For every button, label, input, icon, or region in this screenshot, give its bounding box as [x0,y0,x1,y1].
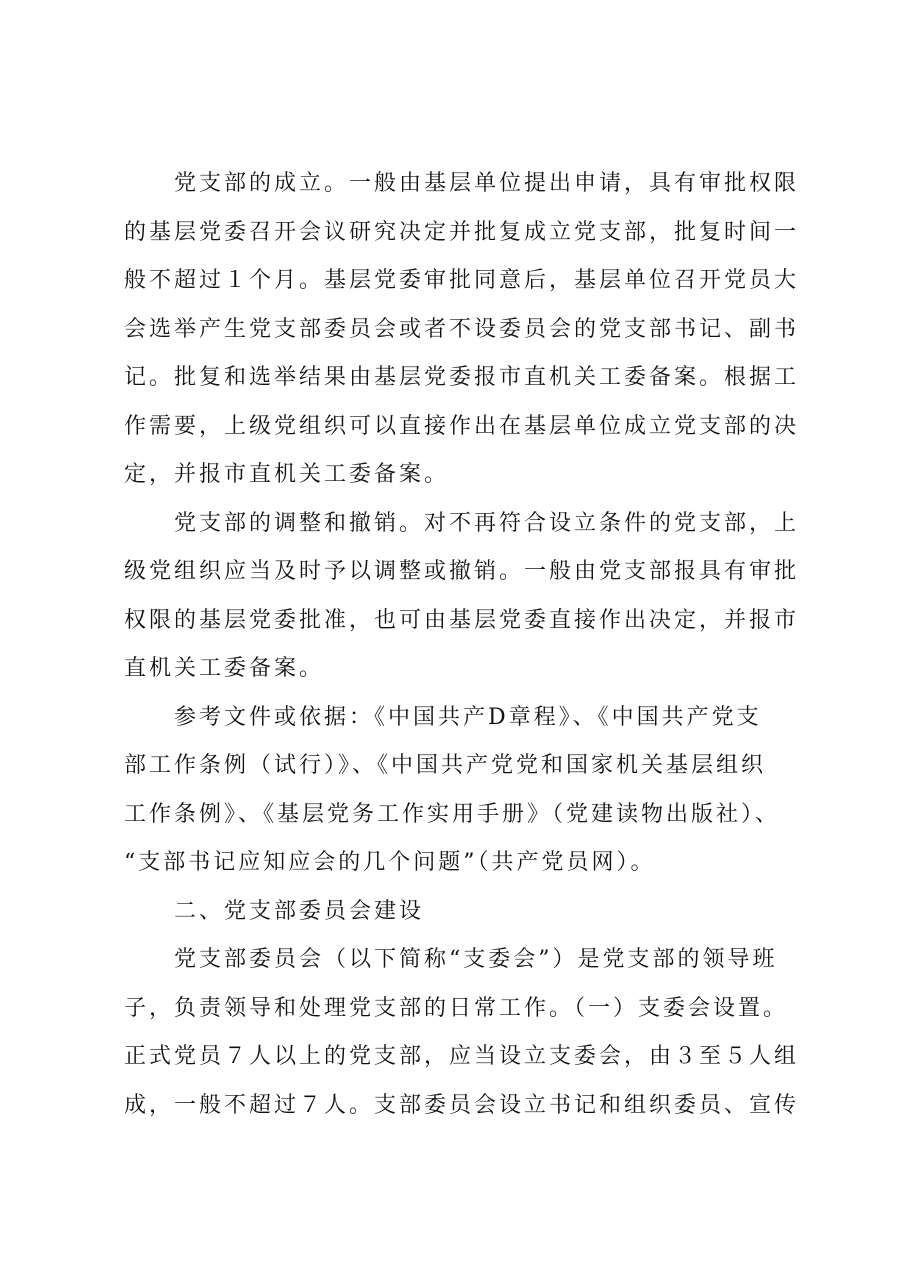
paragraph-adjustment-line: 级党组织应当及时予以调整或撤销。一般由党支部报具有审批 [124,559,800,584]
paragraph-committee-line: 子，负责领导和处理党支部的日常工作。（一）支委会设置。 [124,995,789,1021]
paragraph-establishment-line: 记。批复和选举结果由基层党委报市直机关工委备案。根据工 [124,365,800,390]
paragraph-establishment-line: 会选举产生党支部委员会或者不设委员会的党支部书记、副书 [124,316,800,342]
section-heading: 二、党支部委员会建设 [174,898,425,924]
paragraph-committee-line: 正式党员７人以上的党支部，应当设立支委会，由３至５人组 [124,1044,800,1069]
paragraph-committee-line: 党支部委员会（以下简称“支委会”）是党支部的领导班 [174,947,778,972]
paragraph-adjustment-line: 党支部的调整和撤销。对不再符合设立条件的党支部，上 [174,510,800,536]
paragraph-committee-line: 成，一般不超过７人。支部委员会设立书记和组织委员、宣传 [124,1092,800,1118]
paragraph-adjustment-line: 直机关工委备案。 [124,656,325,681]
paragraph-establishment-line: 党支部的成立。一般由基层单位提出申请，具有审批权限 [174,171,800,196]
paragraph-references-line: 工作条例》、《基层党务工作实用手册》（党建读物出版社）、 [124,801,781,827]
paragraph-establishment-line: 定，并报市直机关工委备案。 [124,462,450,487]
document-body [124,160,814,1130]
paragraph-references-line: “支部书记应知应会的几个问题”（共产党员网）。 [124,850,656,875]
paragraph-establishment-line: 的基层党委召开会议研究决定并批复成立党支部，批复时间一 [124,219,800,245]
paragraph-adjustment-line: 权限的基层党委批准，也可由基层党委直接作出决定，并报市 [124,607,800,633]
paragraph-references-line: 部工作条例（试行）》、《中国共产党党和国家机关基层组织 [124,753,767,778]
paragraph-establishment-line: 般不超过１个月。基层党委审批同意后，基层单位召开党员大 [124,268,800,293]
paragraph-references-line: 参考文件或依据：《中国共产D章程》、《中国共产党支 [174,704,762,730]
paragraph-establishment-line: 作需要，上级党组织可以直接作出在基层单位成立党支部的决 [124,413,800,439]
